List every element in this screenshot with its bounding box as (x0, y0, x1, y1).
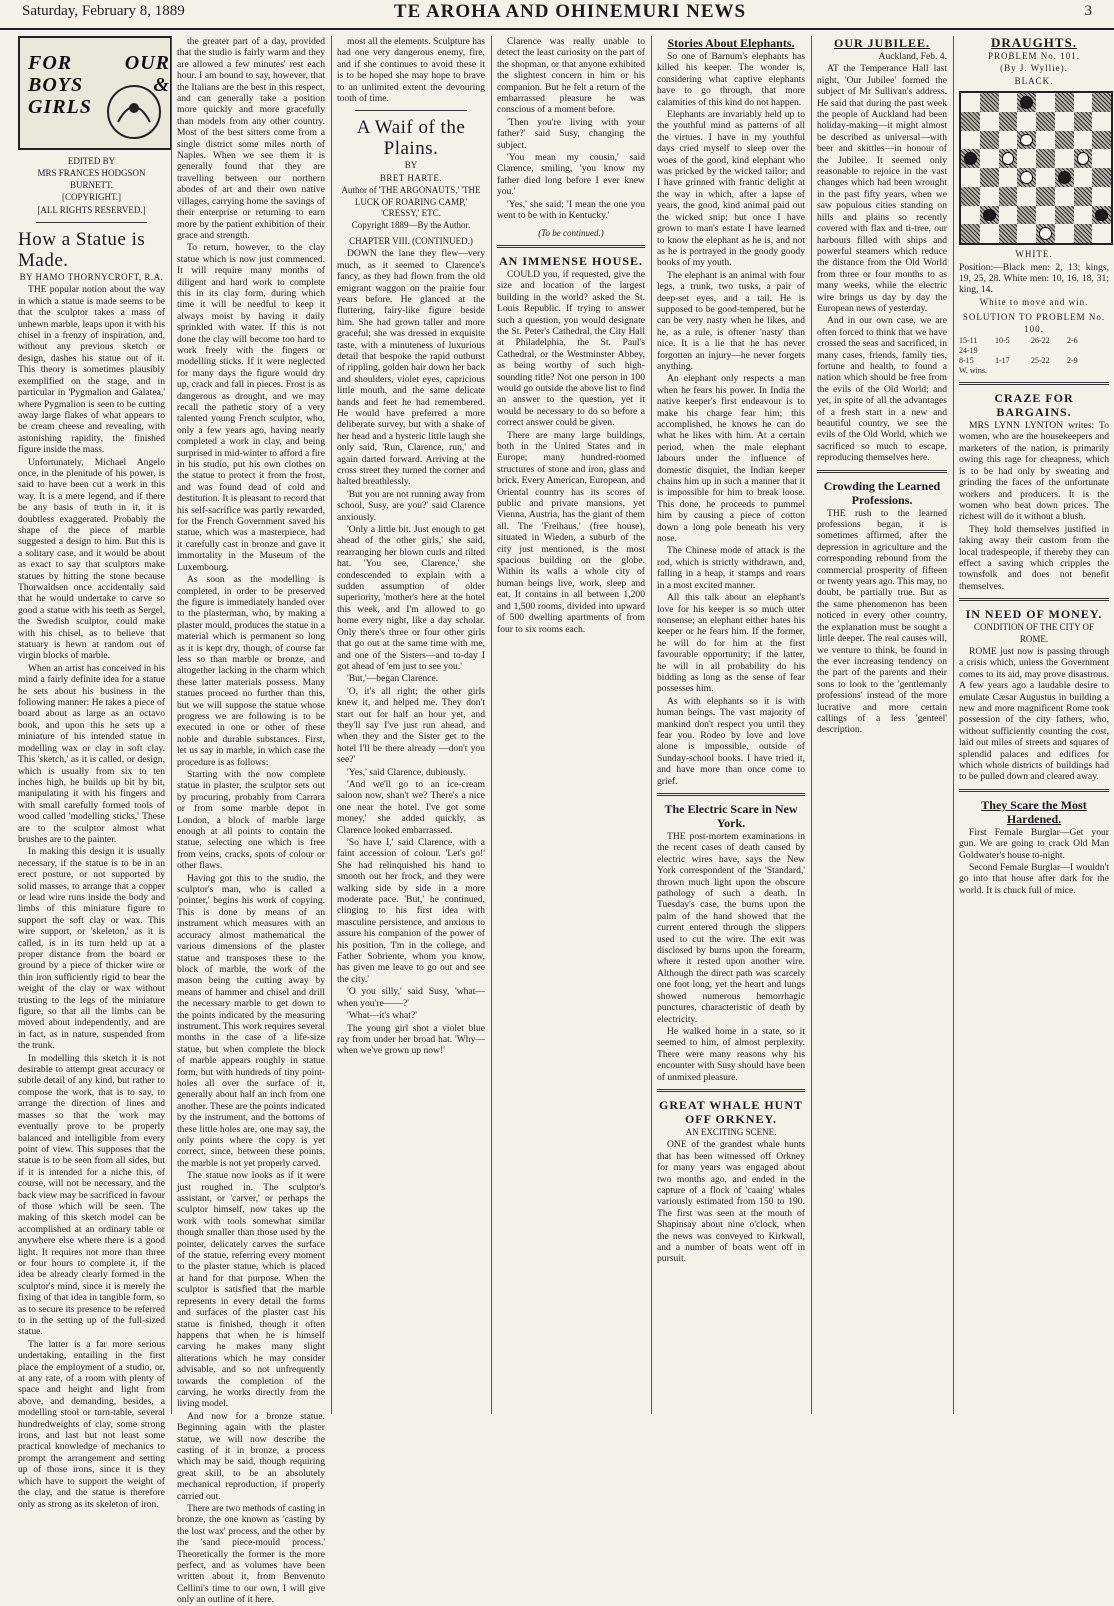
board-square (1092, 112, 1111, 131)
paragraph: The elephant is an animal with four legs, a trunk, two tusks, a pair of deep-set eyes, and a tail. He is supposed to be good-tempered, but he can be very nasty when he likes, and he, as a rule, is oftener 'nasty' than nice. It is a lie that he has never forgotten an injury—he never forgets anything. (657, 269, 805, 372)
column-6 (817, 36, 947, 1414)
paragraph: 'What—it's what?' (347, 1010, 417, 1022)
board-square (1074, 168, 1093, 187)
paragraph: First Female Burglar—Get your gun. We are going to crack Old Man Goldwater's house to-night. (959, 826, 1109, 861)
draughts-heading: DRAUGHTS. (991, 35, 1077, 50)
column-7 (959, 36, 1109, 1414)
article-headline-whale: GREAT WHALE HUNT OFF ORKNEY. (658, 1097, 804, 1126)
board-square (999, 112, 1018, 131)
move: 10-5 (995, 336, 1010, 346)
board-square (1036, 131, 1055, 150)
board-square (999, 187, 1018, 206)
column-rule (331, 36, 332, 1414)
copyright-line: Copyright 1889—By the Author. (351, 220, 471, 231)
paragraph: So one of Barnum's elephants has killed his keeper. The wonder is, considering what captive elephants have to go through, that more calamities of this kind do not happen. (657, 51, 805, 108)
board-square (1074, 206, 1093, 225)
paragraph: Second Female Burglar—I wouldn't go into that house after dark for the world. It is chuck full of mice. (959, 862, 1109, 896)
board-square (1036, 224, 1055, 243)
paragraph: 'Then you're living with your father?' said Susy, changing the subject. (497, 116, 645, 151)
move: W. wins. (959, 366, 987, 376)
copyright-notice: [COPYRIGHT.] (61, 192, 122, 203)
paragraph: 'And we'll go to an ice-cream saloon now, shan't we? There's a nice one near the hotel. I've got some money,' she added quickly, as Clarence looked embarrassed. (337, 778, 485, 836)
chapter-heading: CHAPTER VIII. (CONTINUED.) (349, 235, 473, 246)
article-subheading: CONDITION OF THE CITY OF ROME. (974, 622, 1094, 644)
paragraph: There are many large buildings, both in the United States and in Europe; many hundred-roomed structures of stone and iron, glass and brick. Every American, European, and Oriental country has its scores of public and private mansions, yet Vienna, Austria, has the giant of them all. The 'Freihaus,' (free house), situated in Wieden, a suburb of the city just mentioned, is the most spacious building on the globe. Within its walls a whole city of human beings live, work, sleep and eat. It contains in all between 1,200 and 1,500 rooms, divided into upward of 500 dwelling apartments of from four to six rooms each. (497, 429, 645, 635)
white-label: WHITE. (1015, 249, 1053, 260)
paragraph: The statue now looks as if it were just roughed in. The sculptor's assistant, or 'carver,' or perhaps the sculptor himself, now takes up the work with tools somewhat similar though smaller than those used by the pointer, delicately carves the surface of the statue, referring every moment to the plaster statue, which is placed at hand for that purpose. When the sculptor is satisfied that the marble represents in every detail the forms and surfaces of the plaster cast his statue is finished, though it often happens that when he is himself carving he makes many slight alterations which he may consider advisable, and so not unfrequently towards the completion of the carving, he works directly from the living model. (177, 1170, 325, 1410)
article-subheading: AN EXCITING SCENE. (685, 1126, 777, 1137)
white-piece (1039, 227, 1052, 240)
to-be-continued: (To be continued.) (538, 227, 604, 238)
paragraph: 'O you silly,' said Susy, 'what—when you're——?' (337, 986, 485, 1009)
board-square (1017, 93, 1036, 112)
paragraph: They hold themselves justified in taking away their custom from the local tradespeople, if thereby they can effect a saving which cripples the townsfolk and does not benefit themselves. (959, 523, 1109, 592)
paragraph: 'You mean my cousin,' said Clarence, smiling, 'you know my father died long before I ever knew you.' (497, 152, 645, 198)
solution-title: SOLUTION TO PROBLEM No. 100. (962, 312, 1106, 334)
divider (36, 222, 147, 223)
board-square (1036, 112, 1055, 131)
paragraph: There are two methods of casting in bronze, the one known as 'casting by the lost wax' process, and the other by the 'sand piece-mould process.' Theoretically the former is the more perfect, and as volumes have been written about it, from Benvenuto Cellini's time to our own, I will give only an outline of it here. (177, 1503, 325, 1606)
by-label: BY (404, 160, 418, 171)
article-headline-house: AN IMMENSE HOUSE. (498, 253, 643, 268)
column-rule (491, 36, 492, 1414)
board-square (980, 93, 999, 112)
white-piece (1020, 171, 1033, 184)
paragraph: most all the elements. Sculpture has had one very dangerous enemy, fire, and if she continues to avoid these it is to be hoped she may hope to brave to an unlimited extent the devouring tooth of time. (337, 36, 486, 105)
paragraph: And in our own case, we are often forced to think that we have crossed the seas and sacrificed, in many cases, friends, family ties, fortune and health, to found a nation which should be free from the evils of the Old World; and yet, in spite of all the advantages of a fresh start in a new and beautiful country, we see the evils of the Old World, which we sacrificed so much to escape, reproducing themselves here. (817, 315, 947, 464)
paragraph: THE popular notion about the way in which a statue is made seems to be that the sculptor takes a mass of unhewn marble, leaps upon it with his chisel in a frenzy of inspiration, and, without any previous sketch or design, dashes his statue out of it. This theory is sometimes plausibly exemplified on the stage, and in particular in 'Pygmalion and Galatea,' where Pygmalion is seen to be cutting away large flakes of what appears to be cream cheese and revealing, with astonishing rapidity, the finished figure inside the mass. (18, 284, 165, 456)
paragraph: The latter is a far more serious undertaking, entailing in the first place the employment of a studio, or, at any rate, of a room with plenty of space and height and light from above, and demanding, besides, a modelling stool or turn-table, several hundredweights of clay, some strong irons, and last but not least some practical knowledge of mechanics to prompt the arrangement and setting up of those irons, since it is they which have to support the weight of the clay, and the statue is therefore only as strong as its skeleton of iron. (18, 1338, 165, 1510)
board-square (961, 149, 980, 168)
board-square (961, 112, 980, 131)
logo-lettering: FOR OUR BOYS & GIRLS (28, 52, 170, 118)
board-square (980, 168, 999, 187)
move: 1-17 (995, 356, 1010, 366)
board-square (1092, 224, 1111, 243)
page-number: 3 (1084, 3, 1092, 19)
move: 2-9 (1067, 356, 1078, 366)
board-square (1036, 93, 1055, 112)
board-square (999, 149, 1018, 168)
black-label: BLACK. (1014, 75, 1054, 86)
paragraph: ROME just now is passing through a crisis which, unless the Government comes to its aid, may prove disastrous. A few years ago a laudable desire to emulate Cæsar Augustus in building a new and more magnificent Rome took possession of the city fathers, who, without sufficiently counting the cost, laid out miles of streets and squares of splendid palaces and edifices for which whole districts of buildings had to be pulled down and cleared away. (959, 645, 1109, 783)
board-square (1092, 168, 1111, 187)
column-rule (953, 36, 954, 1414)
board-position: Position:—Black men: 2, 13; kings, 19, 25, 28. White men: 10, 16, 18, 31; king, 14. (959, 261, 1109, 296)
board-square (1055, 224, 1074, 243)
move: 26-22 (1031, 336, 1050, 346)
black-piece (1020, 96, 1033, 109)
board-square (1074, 224, 1093, 243)
paragraph: 'O, it's all right; the other girls knew it, and helped me. They don't start out for half an hour yet, and they'll say I've just run ahead, and when they and the Sister get to the hotel I'll be there already —don't you see?' (337, 685, 485, 766)
article-headline-scare: They Scare the Most Hardened. (981, 797, 1087, 826)
paragraph: DOWN the lane they flew—very much, as it seemed to Clarence's fancy, as they had flown from the old emigrant waggon on the prairie four years before. He glanced at the fluttering, fairy-like figure beside him. She had grown taller and more graceful; she was dressed in exquisite taste, with a minuteness of luxurious detail that bespoke the rapid outburst of rippling, golden hair down her back and shoulders, violet eyes, capricious little mouth, and the same delicate hands and feet he had remembered. He would have preferred a more deliberate survey, but with a shake of her head and a hysteric little laugh she only said, 'Run, Clarence, run,' and again darted forward. Arriving at the cross street they turned the corner and halted breathlessly. (337, 248, 485, 488)
paragraph: Elephants are invariably held up to the youthful mind as patterns of all the virtues. I have in my youthful days cried myself to sleep over the woes of the good, kind elephant who was pricked by the wicked tailor; and I have grinned with frantic delight at the way in which, after a lapse of years, the good, kind animal paid out the wicked snip; but once I have grown to man's estate I have learned to know the elephant as he is, and not as he is portrayed in the goody goody books of my youth. (657, 109, 805, 269)
article-headline-electric: The Electric Scare in New York. (664, 802, 798, 830)
board-square (980, 131, 999, 150)
board-square (1017, 206, 1036, 225)
board-square (1055, 112, 1074, 131)
column-3 (337, 36, 485, 1414)
white-piece (1002, 152, 1015, 165)
dateline: Auckland, Feb. 4. (878, 51, 947, 62)
board-square (1017, 149, 1036, 168)
divider (959, 598, 1109, 601)
board-square (999, 206, 1018, 225)
board-square (1036, 168, 1055, 187)
paragraph: COULD you, if requested, give the size and location of the largest building in the world? asked the St. Louis Republic. If trying to answer such a question, you would designate the St. Peter's Cathedral, the City Hall at Philadelphia, the St. Paul's Cathedral, or the Westminster Abbey, as being worthy of such high-sounding title? Not one person in 100 would go outside the above list to find an answer to the question, yet it would be necessary to do so before a correct answer could be given. (497, 268, 645, 429)
board-square (999, 131, 1018, 150)
column-rule (811, 36, 812, 1414)
board-square (1092, 93, 1111, 112)
board-square (1036, 187, 1055, 206)
paragraph: MRS LYNN LYNTON writes: To women, who are the housekeepers and marketers of the nation, is primarily owing this rage for cheapness, which is to be had only by sweating and grinding the faces of the unfortunate workers and producers. It is the women who beat down prices. The richest will do it without a blush. (959, 420, 1109, 523)
paragraph: In modelling this sketch it is not desirable to attempt great accuracy or subtle detail of any kind, but rather to compose the work, that is to say, to arrange the direction of lines and masses so that the work may eventually prove to be properly balanced and intelligible from every point of view. This supposes that the statue is to be seen from all sides, but if it is intended for a niche this, of course, will not be necessary, and the back view may be sacrificed in favour of those which will be seen. The making of this sketch model can be accomplished at an ordinary table or anywhere else where there is a good light. It requires not more than three or four hours to complete it, if the idea be already clearly formed in the sculptor's mind, since it is merely the fixing of that idea in tangible form, so as to secure its presence to be referred to in the setting up of the full-sized statue. (18, 1052, 165, 1338)
paragraph: He walked home in a state, so it seemed to him, of almost perplexity. There were many reasons why his encounter with Susy should have been of unmixed pleasure. (657, 1025, 805, 1083)
move: 25-22 (1031, 356, 1050, 366)
board-square (1017, 112, 1036, 131)
paragraph: As soon as the modelling is completed, in order to be preserved the figure is immediately handed over to the plasterman, who, by making a plaster mould, produces the statue in a material which is permanent so long as it is kept dry, though, of course far less so than marble or bronze, and altogether lacking in the charm which these latter materials possess. Many statues proceed no further than this, but we will suppose the statue whose progress we are following is to be executed in one or other of these noble and durable substances. First, let us say in marble, in which case the procedure is as follows: (177, 574, 325, 768)
editor-name: MRS FRANCES HODGSON BURNETT. (37, 168, 146, 190)
black-piece (983, 209, 996, 222)
article-headline-waif: A Waif of the Plains. (356, 117, 466, 160)
paragraph: As with elephants so it is with human beings. The vast majority of mankind don't respect you until they fear you. Rodeo by love and love alone is impossible, outside of Sunday-school books. I have tried it, and have more than once come to grief. (657, 695, 805, 787)
board-square (999, 168, 1018, 187)
paragraph: The young girl shot a violet blue ray from under her broad hat. 'Why—when we've grown up now!' (337, 1022, 485, 1057)
paragraph: When an artist has conceived in his mind a fairly definite idea for a statue he sets about his business in the following manner: He takes a piece of board about as large as an octavo book, and upon this he sets up a miniature of his intended statue in modelling wax or clay in soft clay. This 'sketch,' as it is called, or design, which is usually from six to ten inches high, he builds up bit by bit, manipulating it with his fingers and with small carefully formed tools of wood called 'modelling sticks.' These are to the sculptor almost what brushes are to the painter. (18, 662, 165, 845)
board-square (1074, 93, 1093, 112)
paragraph: THE rush to the learned professions began, it is sometimes affirmed, after the depression in agriculture and the corresponding rebound from the commercial prosperity of fifteen or twenty years ago. This may, no doubt, be partially true. But as the same phenomenon has been noticed in every other country, the explanation must be sought a little deeper. The real causes will, we venture to think, be found in the ever increasing tendency on the part of the parents and their sons to look to the 'gentlemanly professions' instead of the more lucrative and more certain callings of a less 'genteel' description. (817, 507, 947, 736)
move: 2-6 (1067, 336, 1078, 346)
board-square (1092, 149, 1111, 168)
masthead-date: Saturday, February 8, 1889 (22, 3, 185, 19)
board-square (961, 206, 980, 225)
paragraph: 'So have I,' said Clarence, with a faint accession of colour. 'Let's go!' She had relinquished his hand to smooth out her frock, and they were walking side by side in a more moderate pace. 'But,' he continued, clinging to his first idea with masculine persistence, and anxious to assure his companion of the power of his position, 'I'm in the college, and Father Sobriente, whom you know, has given me leave to go out and see the city.' (337, 837, 485, 985)
boys-girls-logo (18, 36, 172, 150)
author-name: BRET HARTE. (379, 172, 443, 183)
board-square (980, 149, 999, 168)
board-square (1055, 187, 1074, 206)
board-square (1036, 149, 1055, 168)
board-square (1074, 112, 1093, 131)
paragraph: 'But,'—began Clarence. (347, 673, 439, 685)
article-headline-elephants: Stories About Elephants. (667, 36, 795, 50)
board-square (961, 168, 980, 187)
board-square (1055, 149, 1074, 168)
board-square (1074, 149, 1093, 168)
paragraph: Unfortunately, Michael Angelo once, in the plenitude of his power, is said to have been cut a work in this way. It is a mere legend, and if there be any basis of truth in it, it is doubtless exaggerated. Probably the shape of the piece of marble suggested a design to him. But this is a solitary case, and it would be about as exact to say that sculptors make statues by hitting the stone because Thorwaldsen once accidentally said that he would undertake to carve so good a statue with his teeth as Sergel, the Swedish sculptor, could make with his chisel, as to believe that statuary is hewn at random out of virgin blocks of marble. (18, 456, 165, 662)
board-square (980, 206, 999, 225)
black-piece (964, 152, 977, 165)
problem-author: (By J. Wyllie). (1000, 63, 1068, 74)
board-square (961, 224, 980, 243)
move: 24-19 (959, 346, 978, 356)
black-piece (1095, 209, 1108, 222)
to-move-note: White to move and win. (979, 296, 1089, 307)
divider (355, 110, 467, 111)
paragraph: To return, however, to the clay statue which is now just commenced. It will require many months of diligent and hard work to complete this in its clay form, during which time it will be needful to keep it always moist by having it daily sprinkled with water. If this is not done the clay will become too hard to work freely with the fingers or modelling sticks. If it were neglected for many days the figure would dry up, crack and fall in pieces. Frost is as dangerous as drought, and we may recall the pathetic story of a very talented young French sculptor, who, only a few years ago, having nearly completed a work in clay, and being surprised in mid-winter to afford a fire in his studio, put his own clothes on the statue to protect it from the frost, and was found dead of cold and destitution. It is pleasant to record that his self-sacrifice was partly rewarded, for the French Government saved his statue, which was a masterpiece, had it carefully cast in bronze and gave it immortality in the Museum of the Luxembourg. (177, 242, 325, 573)
column-4 (497, 36, 645, 1414)
divider (959, 789, 1109, 792)
board-square (1055, 168, 1074, 187)
paragraph: And now for a bronze statue. Beginning again with the plaster statue, we will now describe the casting of it in bronze, a process which may be said, though requiring great skill, to be an absolutely mechanical reproduction, if properly carried out. (177, 1410, 325, 1502)
ornament-icon (104, 82, 164, 142)
problem-number: PROBLEM No. 101. (987, 51, 1080, 61)
rights-notice: [ALL RIGHTS RESERVED.] (37, 204, 146, 215)
board-square (961, 131, 980, 150)
paragraph: The Chinese mode of attack is the rod, which is strictly withdrawn, and, falling in a heap, it stamps and roars in a most excited manner. (657, 545, 805, 591)
board-square (1055, 206, 1074, 225)
column-1 (18, 36, 170, 1510)
masthead (0, 0, 1114, 30)
board-square (1074, 131, 1093, 150)
paragraph: All this talk about an elephant's love for his keeper is so much utter nonsense; an elephant either hates his keeper or he fears him. If the former, he will do for him at the first favourable opportunity; if the latter, he will in all probability do his bidding as long as the sense of fear possesses him. (657, 592, 805, 695)
article-headline-professions: Crowding the Learned Professions. (823, 478, 941, 507)
column-rule (171, 36, 172, 1414)
solution-moves (959, 336, 1109, 376)
paragraph: the greater part of a day, provided that the studio is fairly warm and they are allowed a few minutes' rest each hour. I am bound to say, however, that the Italians are the best in this respect, and can generally take a position more quickly and more gracefully than models from any other country. Most of the best sitters come from a single district some miles north of Naples. When we see them it is generally found that they are travelling between our northern abodes of art and their own native villages, carrying home the savings of their enterprise or returning to earn more by the patient exhibition of their grace and strength. (177, 36, 325, 241)
divider (657, 793, 805, 796)
paragraph: 'Yes,' she said; 'I mean the one you went to be with in Kentucky.' (497, 198, 645, 222)
article-headline-statue: How a Statue is Made. (18, 229, 146, 272)
white-piece (1020, 134, 1033, 147)
paragraph: Starting with the now complete statue in plaster, the sculptor sets out by procuring, probably from Carrara or from some marble depot in London, a block of marble large enough at all points to contain the statue, selecting one which is free from veins, cracks, spots of colour or other flaws. (177, 769, 325, 872)
article-headline-money: IN NEED OF MONEY. (965, 607, 1103, 622)
paragraph: ONE of the grandest whale hunts that has been witnessed off Orkney for many years was engaged about two months ago, and ended in the capture of a flock of 'caaing' whales variously estimated from 150 to 190. The first was seen at the mouth of Shapinsay about nine o'clock, when the news was conveyed to Kirkwall, and a number of boats went off in pursuit. (657, 1139, 805, 1265)
board-square (1017, 131, 1036, 150)
move: 15-11 (959, 336, 978, 346)
column-2 (177, 36, 325, 1606)
black-piece (1058, 171, 1071, 184)
article-byline: BY HAMO THORNYCROFT, R.A. (19, 272, 164, 283)
board-square (980, 187, 999, 206)
article-headline-bargains: CRAZE FOR BARGAINS. (994, 391, 1074, 420)
divider (959, 382, 1109, 385)
paragraph: Having got this to the studio, the sculptor's man, who is called a 'pointer,' begins his work of copying. This is done by means of an instrument which measures with an accuracy almost mathematical the various dimensions of the plaster statue and transposes these to the block of marble, the work of the mason being the cutting away by means of hammer and chisel and drill the necessary marble to get down to the points indicated by the measuring instrument. This work requires several months in the case of a life-size statue, but when complete the block of marble appears roughly in statue form, but with hundreds of tiny point-holes all over the surface of it, generally about half an inch from one another. These are the points indicated by the instrument, and the bottoms of these little holes are, one may say, the only points where the copy is yet correct, since, between these points, the marble is not yet properly carved. (177, 872, 325, 1169)
paragraph: 'Only a little bit. Just enough to get ahead of the other girls,' she said, rearranging her blown curls and tilted hat. 'You see, Clarence,' she condescended to explain with a sudden assumption of older superiority, 'mother's here at the hotel this week, and I'm allowed to go home every night, like a day scholar. Only there's three or four other girls that go out at the same time with me, and one of the Sisters—and to-day I got ahead of 'em just to see you.' (337, 524, 485, 672)
board-square (999, 224, 1018, 243)
column-rule (651, 36, 652, 1414)
board-square (1017, 224, 1036, 243)
paragraph: THE post-mortem examinations in the recent cases of death caused by electric wires have, says the New York correspondent of the 'Standard,' thrown much light upon the obscure pathology of such a death. In Tuesday's case, the burns upon the palm of the hand showed that the current entered through the slippers used to cut the wire. The exit was disclosed by burns upon the forearm, where it rested upon another wire. Although the direct path was scarcely one foot long, yet the heart and lungs showed numerous hemorrhagic punctures, characteristic of death by electricity. (657, 831, 805, 1025)
board-square (980, 224, 999, 243)
board-square (1017, 187, 1036, 206)
board-square (1092, 206, 1111, 225)
draughts-board (959, 91, 1113, 245)
white-piece (1077, 152, 1090, 165)
move: 8-15 (959, 356, 974, 366)
paragraph: 'Yes,' said Clarence, dubiously. (347, 766, 466, 778)
board-square (999, 93, 1018, 112)
board-square (1055, 131, 1074, 150)
board-square (961, 187, 980, 206)
board-square (1036, 206, 1055, 225)
divider (817, 470, 947, 473)
paragraph: 'But you are not running away from school, Susy, are you?' said Clarence anxiously. (337, 488, 485, 523)
board-square (1092, 131, 1111, 150)
divider (497, 245, 645, 248)
paragraph: AT the Temperance Hall last night, 'Our Jubilee' formed the subject of Mr Sullivan's address. He said that during the past week the people of Auckland had been holiday-making—it might almost be described as universal—with beer and skittles—in honour of the Jubilee. It seemed only reasonable to rejoice in the vast changes which had been wrought in the past fifty years, when we saw populous cities standing on hills and plains so recently covered with flax and ti-tree, our harbours filled with ships and powerful steamers which reduce the distance from the Old World from three or four months to as many weeks, while the electric wire brings us day by day the European news of yesterday. (817, 63, 947, 314)
board-square (1017, 168, 1036, 187)
board-square (1092, 187, 1111, 206)
paragraph: In making this design it is usually necessary, if the statue is to be in an erect posture, or not supported by solid masses, to arrange that a copper or lead wire runs inside the body and limbs of this miniature figure to support the soft clay or wax. This wire support, or 'skeleton,' as it is called, is in its turn held up at a proper distance from the board or ground by a piece of thicker wire or thin iron sufficiently rigid to bear the weight of the clay or wax without trusting to the legs of the miniature figure, so that all the limbs can be moved about independently, and are in fact, as in nature, suspended from the trunk. (18, 846, 165, 1052)
divider (657, 1089, 805, 1092)
edited-by-label: EDITED BY (67, 156, 116, 166)
board-square (1055, 93, 1074, 112)
paragraph: Clarence was really unable to detect the least curiosity on the part of the shopman, or that anyone exhibited the slightest concern in him or his companion. But he felt a return of the embarrassed pleasure he was conscious of a moment before. (497, 36, 645, 116)
board-square (961, 93, 980, 112)
article-headline-jubilee: OUR JUBILEE. (833, 36, 931, 50)
column-5 (657, 36, 805, 1414)
board-square (1074, 187, 1093, 206)
newspaper-title: TE AROHA AND OHINEMURI NEWS (393, 1, 747, 22)
board-square (980, 112, 999, 131)
paragraph: An elephant only respects a man when he fears his power. In India the native keeper's first endeavour is to make his charge fear him; this accomplished, he knows he can do what he likes with him. At a certain period, when the male elephant labours under the influence of domestic disquiet, the Indian keeper chains him up in such a manner that it is impossible for him to break loose. This done, he proceeds to pummel him by causing a piece of cotton down a long pole beneath his very nose. (657, 373, 805, 545)
author-works: Author of 'THE ARGONAUTS,' 'THE LUCK OF ROARING CAMP,' 'CRESSY,' ETC. (341, 185, 481, 219)
